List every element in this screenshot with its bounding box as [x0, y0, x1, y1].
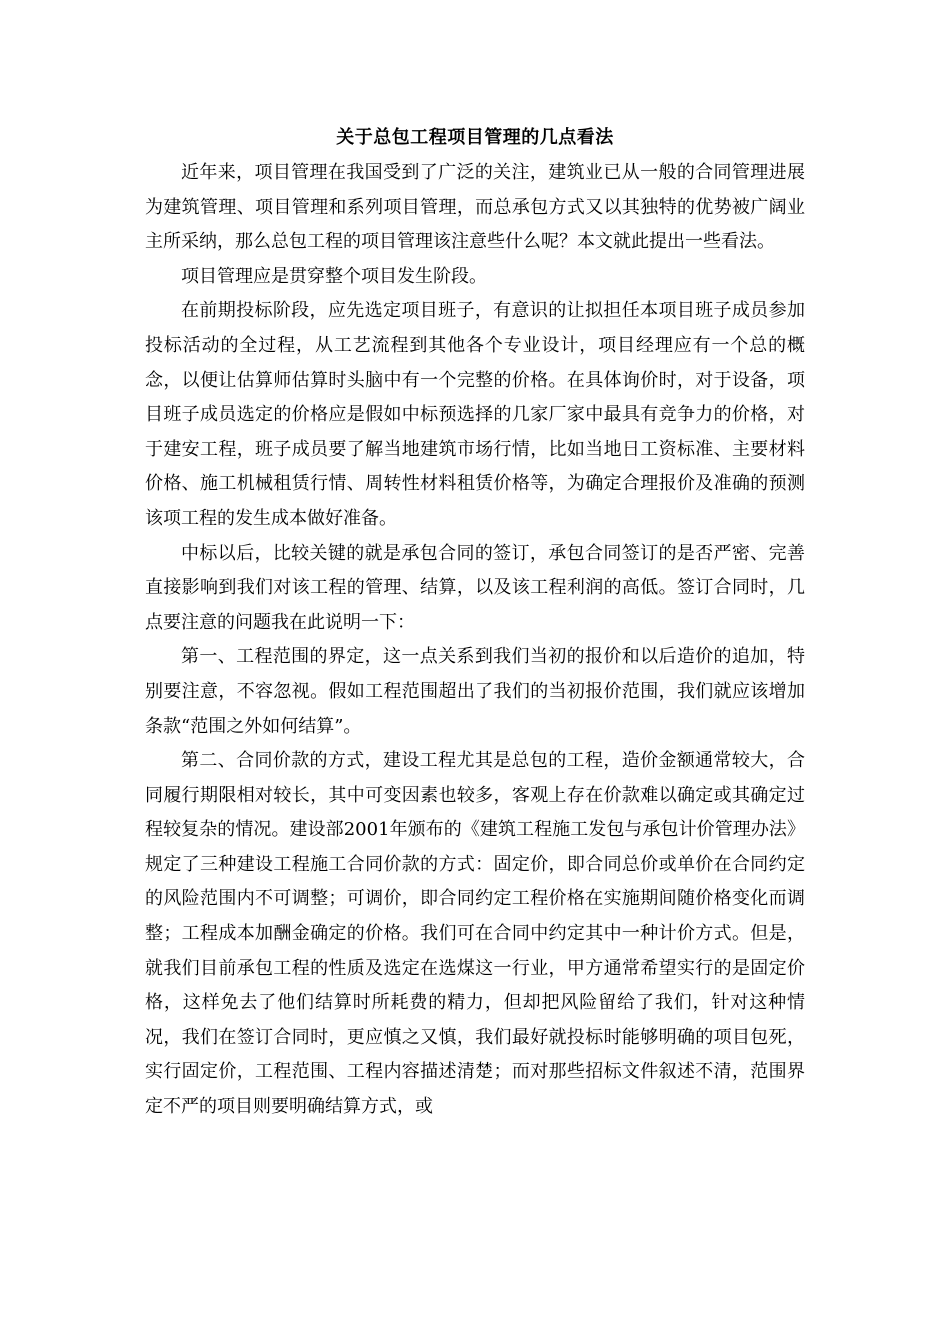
paragraph-contract-signing: 中标以后，比较关键的就是承包合同的签订，承包合同签订的是否严密、完善直接影响到我们对该工程的管理、结算，以及该工程利润的高低。签订合同时，几点要注意的问题我在此说明一下： — [145, 542, 805, 633]
paragraph-point-two: 第二、合同价款的方式，建设工程尤其是总包的工程，造价金额通常较大，合同履行期限相对较长，其中可变因素也较多，客观上存在价款难以确定或其确定过程较复杂的情况。建设部2001年颁布的《建筑工程施工发包与承包计价管理办法》规定了三种建设工程施工合同价款的方式：固定价，即合同总价或单价在合同约定的风险范围内不可调整；可调价，即合同约定工程价格在实施期间随价格变化而调整；工程成本加酬金确定的价格。我们可在合同中约定其中一种计价方式。但是，就我们目前承包工程的性质及选定在选煤这一行业，甲方通常希望实行的是固定价格，这样免去了他们结算时所耗费的精力，但却把风险留给了我们，针对这种情况，我们在签订合同时，更应慎之又慎，我们最好就投标时能够明确的项目包死，实行固定价，工程范围、工程内容描述清楚；而对那些招标文件叙述不清，范围界定不严的项目则要明确结算方式，或 — [145, 750, 805, 1118]
document-title: 关于总包工程项目管理的几点看法 — [336, 127, 614, 148]
document-body — [145, 156, 805, 1125]
paragraph-scope: 项目管理应是贯穿整个项目发生阶段。 — [181, 265, 487, 287]
paragraph-bidding-stage: 在前期投标阶段，应先选定项目班子，有意识的让拟担任本项目班子成员参加投标活动的全过程，从工艺流程到其他各个专业设计，项目经理应有一个总的概念，以便让估算师估算时头脑中有一个完整的价格。在具体询价时，对于设备，项目班子成员选定的价格应是假如中标预选择的几家厂家中最具有竞争力的价格，对于建安工程，班子成员要了解当地建筑市场行情，比如当地日工资标准、主要材料价格、施工机械租赁行情、周转性材料租赁价格等，为确定合理报价及准确的预测该项工程的发生成本做好准备。 — [145, 300, 805, 529]
paragraph-point-one: 第一、工程范围的界定，这一点关系到我们当初的报价和以后造价的追加，特别要注意，不容忽视。假如工程范围超出了我们的当初报价范围，我们就应该增加条款“范围之外如何结算”。 — [145, 646, 805, 737]
paragraph-intro: 近年来，项目管理在我国受到了广泛的关注，建筑业已从一般的合同管理进展为建筑管理、项目管理和系列项目管理，而总承包方式又以其独特的优势被广阔业主所采纳，那么总包工程的项目管理该注意些什么呢？本文就此提出一些看法。 — [145, 162, 805, 253]
